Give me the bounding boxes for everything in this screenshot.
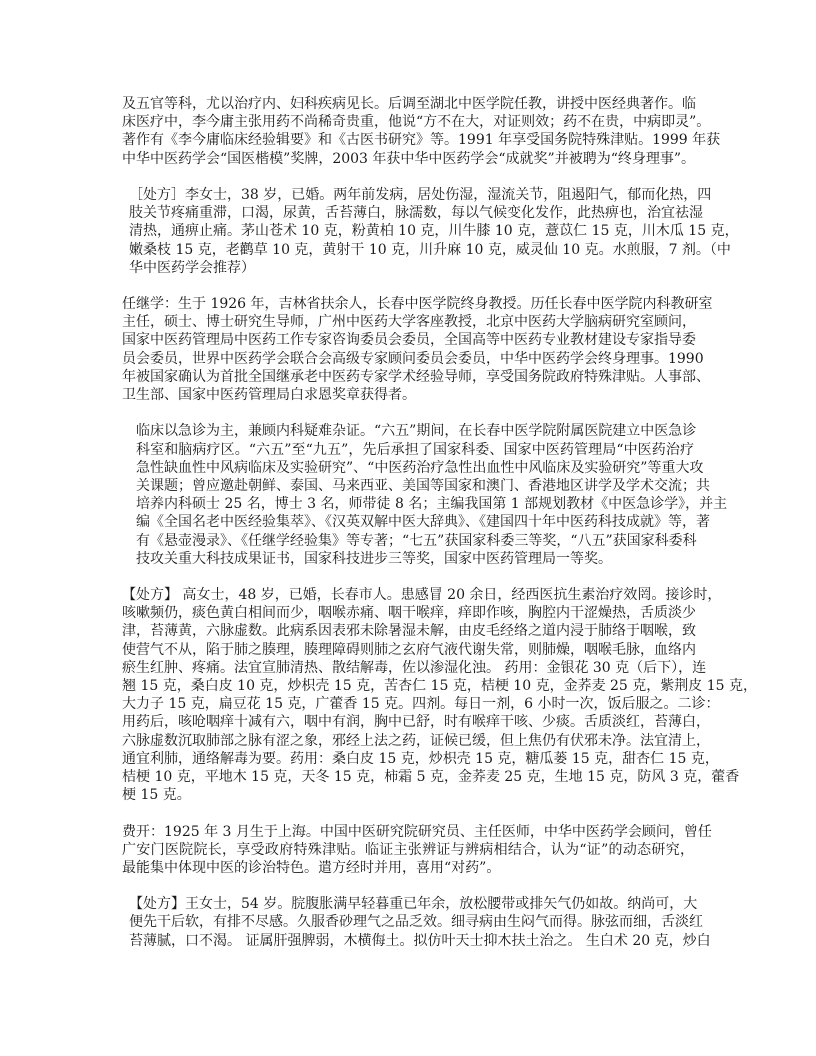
paragraph [122,422,728,568]
text-line: 【处方】 高女士，48 岁，已婚，长春市人。患感冒 20 余日，经西医抗生素治疗效罔。接诊时， [122,587,722,604]
text-line: 最能集中体现中医的诊治特色。遣方经时并用，喜用“对药”。 [122,859,501,876]
text-line: 津，苔薄黄，六脉虚数。此病系因表邪未除暑湿未解，由皮毛经络之道内浸于肺络于咽喉，致 [122,623,696,640]
paragraph [122,586,758,804]
paragraph [122,186,739,277]
text-line: 广安门医院院长，享受政府特殊津贴。临证主张辨证与辨病相结合，认为“证”的动态研究， [122,841,694,858]
text-line: 著作有《李今庸临床经验辑要》和《古医书研究》等。1991 年享受国务院特殊津贴。1999 年获 [122,132,721,149]
text-line: 翘 15 克，桑白皮 10 克，炒枳壳 15 克，苦杏仁 15 克，桔梗 10 克，金荞麦 25 克，紫荆皮 15 克， [122,678,758,694]
text-line: 关课题；曾应邀赴朝鲜、泰国、马来西亚、美国等国家和澳门、香港地区讲学及学术交流；共 [136,477,710,494]
paragraph [122,823,712,878]
text-line: 用药后，咳呛咽痒十减有六，咽中有润，胸中已舒，时有喉痒干咳、少痰。舌质淡红，苔薄白， [122,714,710,731]
text-line: 任继学：生于 1926 年，吉林省扶余人，长春中医学院终身教授。历任长春中医学院内科教研室 [122,296,713,313]
text-line: 科室和脑病疗区。“六五”至“九五”，先后承担了国家科委、国家中医药管理局“中医药治疗 [136,441,694,458]
text-line: 及五官等科，尤以治疗内、妇科疾病见长。后调至湖北中医学院任教，讲授中医经典著作。临 [122,96,696,112]
text-line: 培养内科硕士 25 名，博士 3 名，师带徒 8 名；主编我国第 1 部规划教材《中医急诊学》，并主 [136,496,728,513]
text-line: 中华中医药学会“国医楷模”奖牌，2003 年获中华中医药学会“成就奖”并被聘为“终身理事”。 [122,150,696,167]
text-line: 急性缺血性中风病临床及实验研究”、“中医药治疗急性出血性中风临床及实验研究”等重大攻 [136,459,704,476]
text-line: 便先干后软，有排不尽感。久服香砂理气之品乏效。细寻病由生闷气而得。脉弦而细，舌淡红 [129,914,703,931]
text-line: 国家中医药管理局中医药工作专家咨询委员会委员，全国高等中医药专业教材建设专家指导委 [122,332,696,349]
text-line: 有《悬壶漫录》、《任继学经验集》等专著；“七五”获国家科委三等奖，“八五”获国家科委科 [136,532,697,549]
paragraph [122,95,721,168]
text-line: 使营气不从，陷于肺之腠理，腠理障碍则肺之玄府气液代谢失常，则肺燥，咽喉毛脉，血络内 [122,641,696,658]
text-line: 年被国家确认为首批全国继承老中医药专家学术经验导师，享受国务院政府特殊津贴。人事部、 [122,368,710,385]
text-line: 通宜利肺，通络解毒为要。药用：桑白皮 15 克，炒枳壳 15 克，糖瓜蒌 15 克，甜杏仁 15 克， [122,750,719,767]
document-page [122,95,758,968]
text-line: 员会委员，世界中医药学会联合会高级专家顾问委员会委员，中华中医药学会终身理事。1990 [122,350,704,367]
text-line: 华中医药学会推荐） [129,259,255,276]
text-line: 编《全国名老中医经验集萃》、《汉英双解中医大辞典》、《建国四十年中医药科技成就》等，著 [136,514,710,531]
text-line: 肢关节疼痛重滞，口渴，尿黄，舌苔薄白，脉濡数，每以气候变化发作，此热痹也，治宜祛湿 [129,205,703,222]
text-line: 技攻关重大科技成果证书，国家科技进步三等奖，国家中医药管理局一等奖。 [136,550,612,567]
text-line: 咳嗽频仍，痰色黄白相间而少，咽喉赤痛、咽干喉痒，痒即作咳，胸腔内干涩燥热，舌质淡少 [122,605,696,622]
text-line: 大力子 15 克，扁豆花 15 克，广藿香 15 克。四剂。每日一剂，6 小时一次，饭后服之。二诊： [122,696,720,713]
text-line: 主任，硕士、博士研究生导师，广州中医药大学客座教授，北京中医药大学脑病研究室顾问， [122,314,696,331]
text-line: 嫩桑枝 15 克，老鹳草 10 克，黄射干 10 克，川升麻 10 克，威灵仙 10 克。水煎服，7 剂。（中 [129,241,731,258]
text-line: 临床以急诊为主，兼顾内科疑难杂证。“六五”期间，在长春中医学院附属医院建立中医急诊 [136,423,697,440]
text-line: 费开：1925 年 3 月生于上海。中国中医研究院研究员、主任医师，中华中医药学会顾问，曾任 [122,823,712,840]
text-line: 梗 15 克。 [122,787,191,804]
text-line: ［处方］李女士，38 岁，已婚。两年前发病，居处伤湿，湿流关节，阻遏阳气，郁而化热，四 [129,186,712,203]
paragraph [122,295,713,404]
text-line: 清热，通痹止痛。茅山苍术 10 克，粉黄柏 10 克，川牛膝 10 克，薏苡仁 15 克，川木瓜 15 克， [129,223,739,240]
text-line: 卫生部、国家中医药管理局白求恩奖章获得者。 [122,387,416,403]
text-line: 桔梗 10 克，平地木 15 克，天冬 15 克，柿霜 5 克，金荞麦 25 克，生地 15 克，防风 3 克，藿香 [122,768,740,785]
text-line: 床医疗中，李今庸主张用药不尚稀奇贵重，他说“方不在大，对证则效；药不在贵，中病即灵”。 [122,114,711,131]
text-line: 瘀生红肿、疼痛。法宜宣肺清热、散结解毒，佐以渗湿化浊。 药用：金银花 30 克（后下），连 [122,659,707,676]
text-line: 苔薄腻，口不渴。 证属肝强脾弱，木横侮土。拟仿叶天士抑木扶土治之。 生白术 20 克，炒白 [129,932,711,949]
text-line: 【处方】王女士，54 岁。脘腹胀满早轻暮重已年余，放松腰带或排矢气仍如故。纳尚可，大 [129,896,698,913]
paragraph [122,895,711,950]
text-line: 六脉虚数沉取肺部之脉有涩之象，邪经上法之药，证候已缓，但上焦仍有伏邪未净。法宜清上， [122,732,710,749]
